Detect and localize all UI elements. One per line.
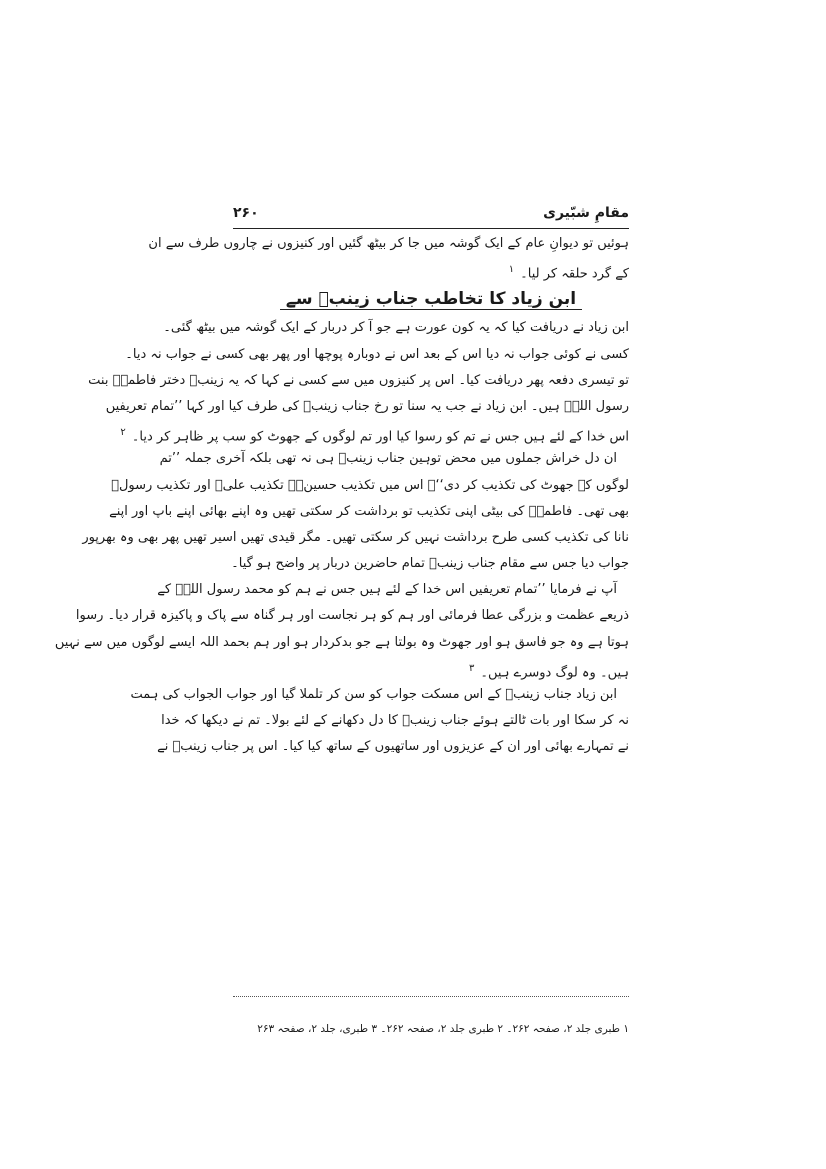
text-line: ابن زیاد جناب زینبؑ کے اس مسکت جواب کو سن کر تلملا گیا اور جواب الجواب کی ہمت: [130, 687, 617, 702]
text-line: تو تیسری دفعہ پھر دریافت کیا۔ اس پر کنیزوں میں سے کسی نے کہا کہ یہ زینبؑ دختر فاطمہؑ بنت: [88, 372, 629, 388]
text-line: ہیں۔ وہ لوگ دوسرے ہیں۔$^۳$: [469, 662, 629, 681]
footnote: ۱ طبری جلد ۲، صفحہ ۲۶۲۔ ۲ طبری جلد ۲، صفحہ ۲۶۲۔ ۳ طبری، جلد ۲، صفحہ ۲۶۳: [257, 1023, 629, 1035]
text-line: ابن زیاد نے دریافت کیا کہ یہ کون عورت ہے جو آ کر دربار کے ایک گوشہ میں بیٹھ گئی۔: [163, 320, 629, 336]
footnote-ref: ۳: [469, 662, 475, 674]
text-line: نے تمہارے بھائی اور ان کے عزیزوں اور ساتھیوں کے ساتھ کیا کیا۔ اس پر جناب زینبؑ نے: [157, 739, 629, 755]
book-title: مقامِ شبّیری: [543, 205, 629, 221]
page-number: ۲۶۰: [233, 205, 259, 221]
text-line: ان دل خراش جملوں میں محض توہین جناب زینبؑ ہی نہ تھی بلکہ آخری جملہ ’’تم: [159, 451, 617, 467]
text-line: کسی نے کوئی جواب نہ دیا اس کے بعد اس نے دوبارہ پوچھا اور پھر بھی کسی نے جواب نہ دیا۔: [125, 346, 629, 362]
text-line: کے گرد حلقہ کر لیا۔$^۱$: [508, 264, 629, 282]
text-line: رسول اللہؐ ہیں۔ ابن زیاد نے جب یہ سنا تو رخ جناب زینبؑ کی طرف کیا اور کہا ’’تمام تعریفیں: [105, 398, 629, 414]
running-header: [233, 200, 629, 226]
text-line: لوگوں کے جھوٹ کی تکذیب کر دی‘‘۔ اس میں تکذیب حسینؑ۔ تکذیب علیؑ اور تکذیب رسولؐ: [111, 477, 629, 493]
text-line: ہوئیں تو دیوانِ عام کے ایک گوشہ میں جا کر بیٹھ گئیں اور کنیزوں نے چاروں طرف سے ان: [148, 236, 629, 251]
footnote-separator: [233, 996, 629, 997]
text-line: ذریعے عظمت و بزرگی عطا فرمائی اور ہم کو ہر نجاست اور ہر گناہ سے پاک و پاکیزہ قرار دیا۔ رسوا: [75, 608, 629, 624]
section-heading: ابن زیاد کا تخاطب جناب زینبؑ سے: [233, 283, 629, 315]
text-line: نہ کر سکا اور بات ٹالتے ہوئے جناب زینبؑ کا دل دکھانے کے لئے بولا۔ تم نے دیکھا کہ خدا: [161, 713, 629, 729]
body-text: [54, 231, 629, 761]
text-line: ہوتا ہے وہ جو فاسق ہو اور جھوٹ وہ بولتا ہے جو بدکردار ہو اور ہم بحمد اللہ ایسے لوگوں میں سے نہیں: [54, 634, 629, 650]
footnote-ref: ۲: [120, 427, 126, 439]
text-line: بھی تھی۔ فاطمہؑ کی بیٹی اپنی تکذیب تو برداشت کر سکتی تھیں وہ اپنے بھائی اپنے باپ اور اپنے: [109, 503, 629, 519]
text-line: نانا کی تکذیب کسی طرح برداشت نہیں کر سکتی تھیں۔ مگر قیدی تھیں اسیر تھیں پھر بھی وہ بھرپور: [82, 529, 629, 545]
text-line: آپ نے فرمایا ’’تمام تعریفیں اس خدا کے لئے ہیں جس نے ہم کو محمد رسول اللہؐ کے: [157, 582, 617, 598]
header-rule: [233, 228, 629, 229]
text-line: اس خدا کے لئے ہیں جس نے تم کو رسوا کیا اور تم لوگوں کے جھوٹ کو سب پر ظاہر کر دیا۔$^۲$: [120, 427, 629, 445]
footnote-ref: ۱: [508, 264, 515, 276]
text-line: جواب دیا جس سے مقام جناب زینبؑ تمام حاضرین دربار پر واضح ہو گیا۔: [231, 556, 629, 572]
